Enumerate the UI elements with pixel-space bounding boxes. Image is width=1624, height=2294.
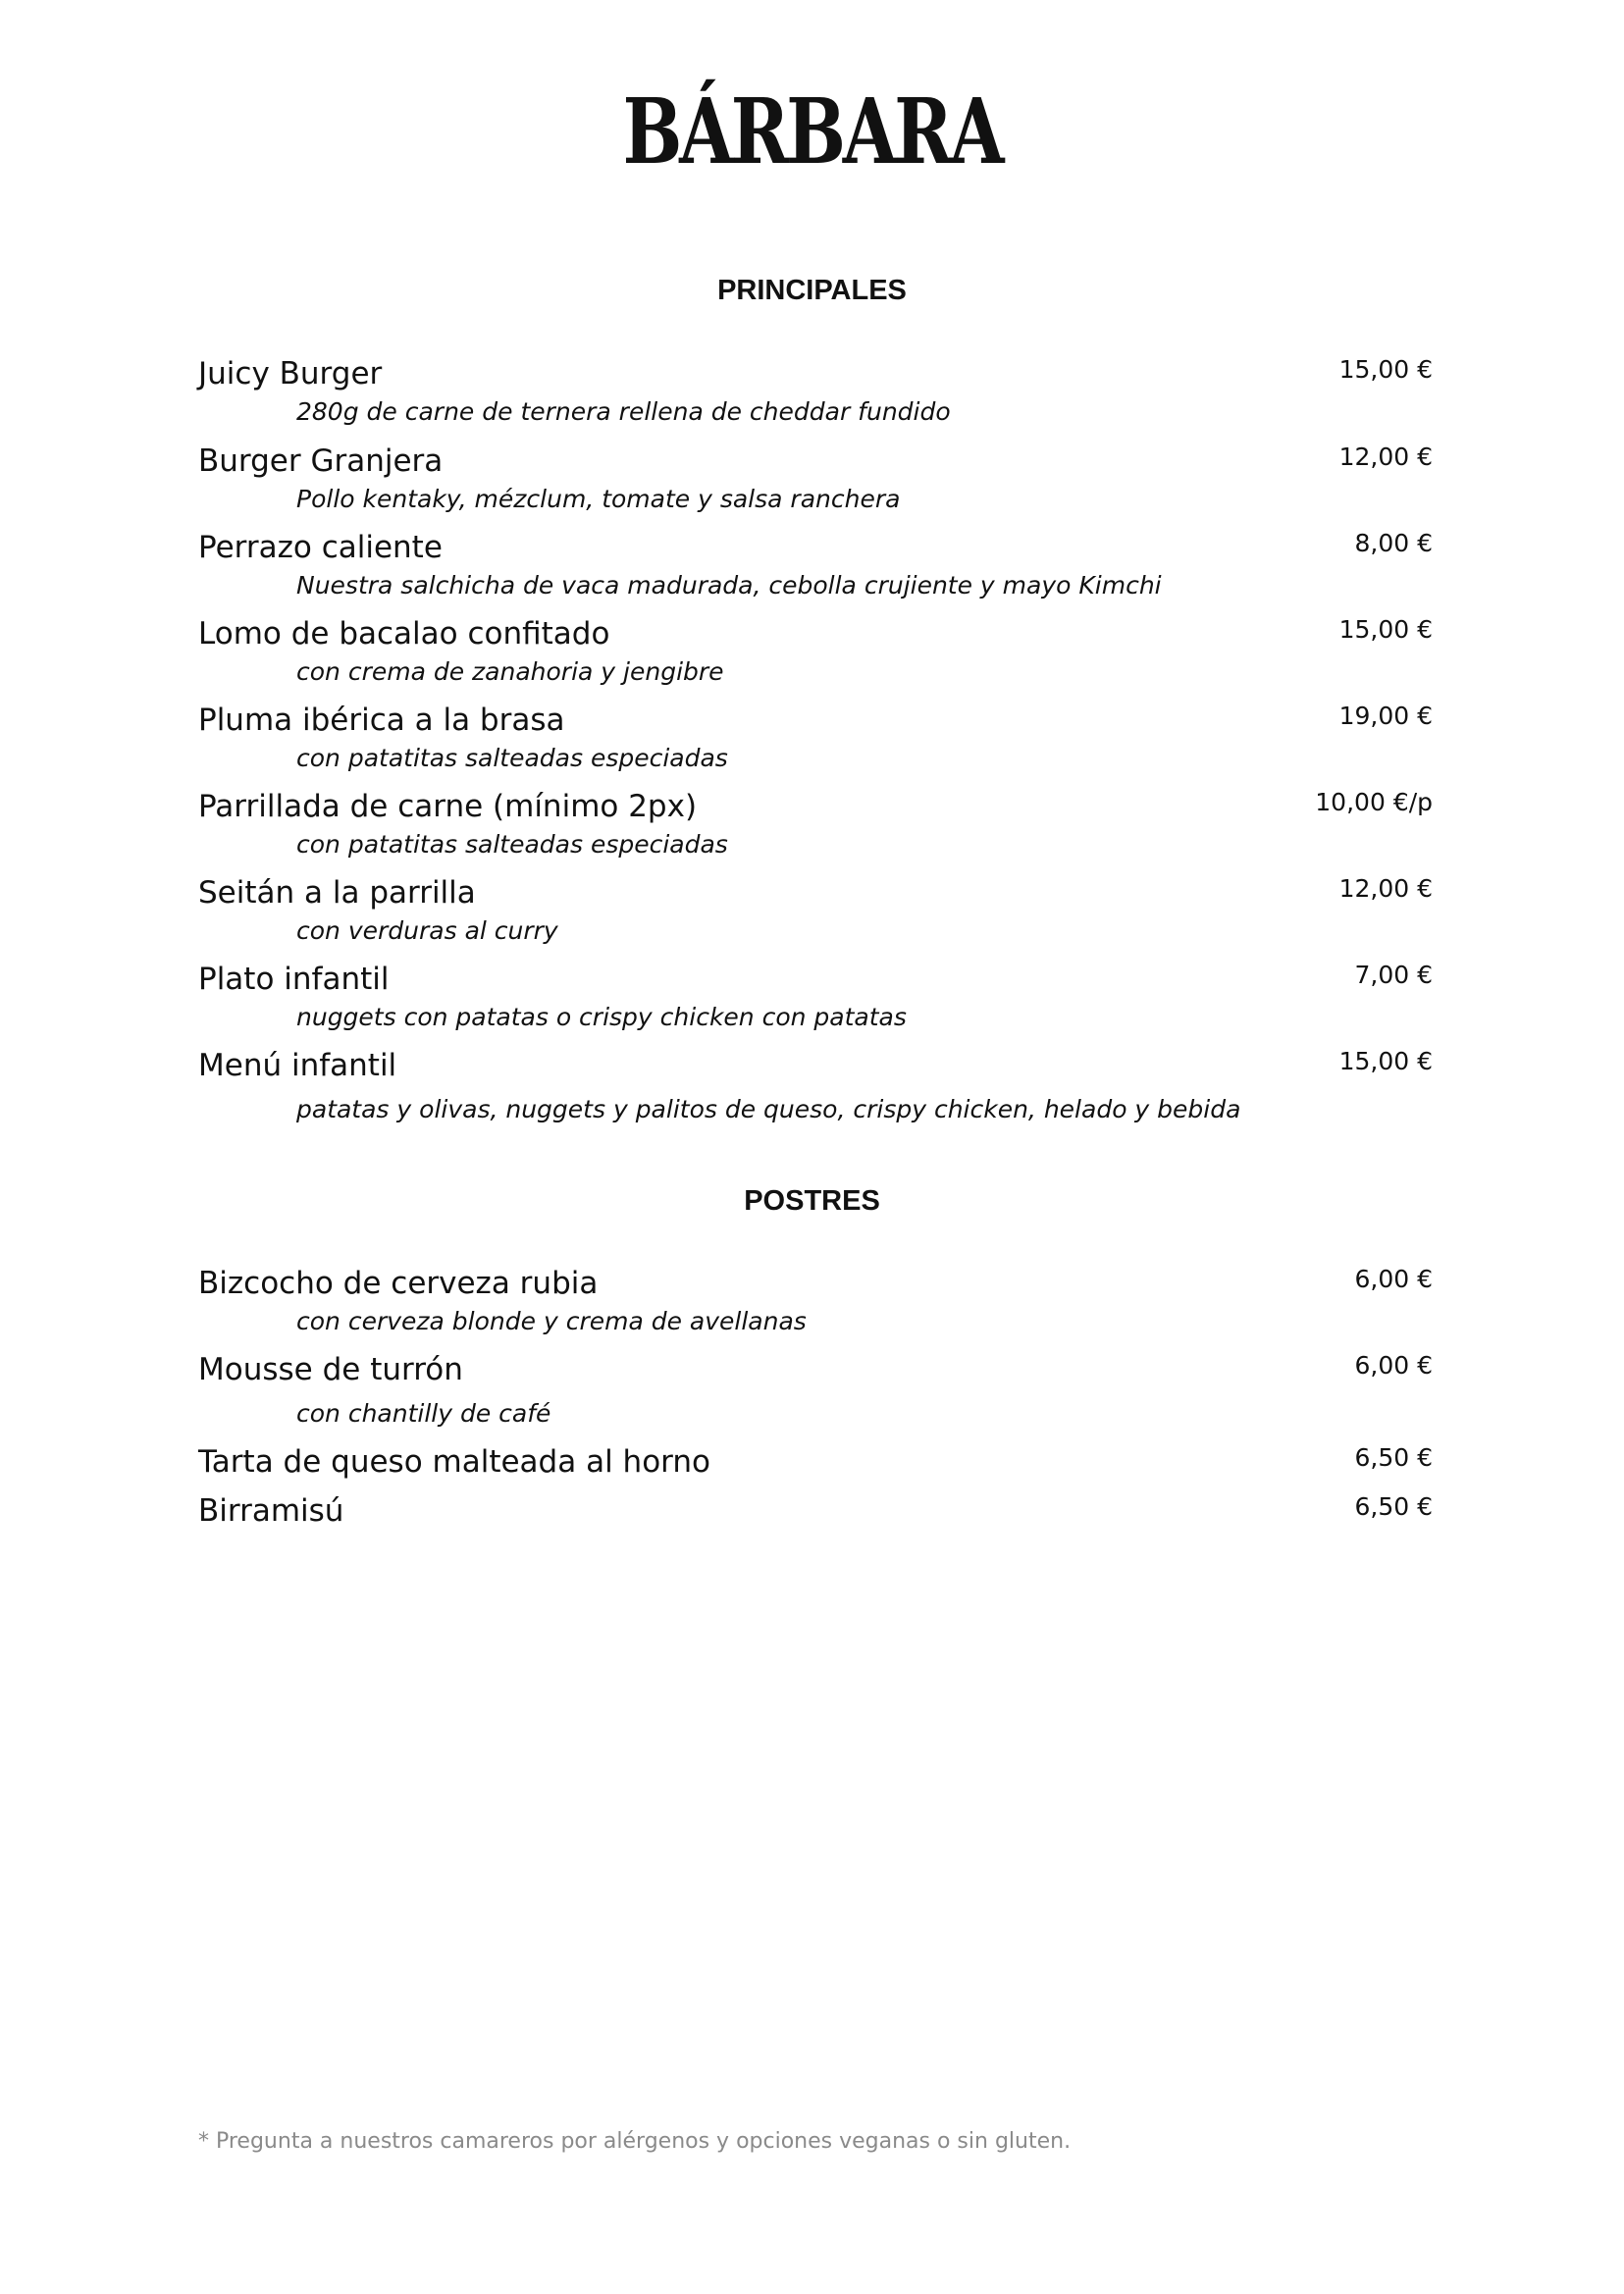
item-name: Juicy Burger: [198, 356, 383, 391]
section-title-principales: PRINCIPALES: [717, 275, 907, 306]
menu-item: [198, 615, 1433, 686]
item-description: Pollo kentaky, mézclum, tomate y salsa ranchera: [296, 485, 901, 513]
menu-item: [198, 443, 1433, 513]
item-name: Menú infantil: [198, 1048, 397, 1083]
item-description: nuggets con patatas o crispy chicken con patatas: [296, 1003, 907, 1031]
item-price: 6,50 €: [1354, 1443, 1433, 1472]
item-description: patatas y olivas, nuggets y palitos de queso, crispy chicken, helado y bebida: [296, 1095, 1241, 1123]
item-name: Tarta de queso malteada al horno: [198, 1444, 710, 1480]
item-price: 6,00 €: [1354, 1265, 1433, 1293]
menu-item: [198, 355, 1433, 426]
item-price: 15,00 €: [1338, 615, 1433, 644]
item-description: con patatitas salteadas especiadas: [296, 830, 728, 859]
menu-item: [198, 1444, 1433, 1480]
item-description: con chantilly de café: [296, 1399, 551, 1428]
brand-logo: BÁRBARA: [622, 78, 1002, 184]
item-price: 10,00 €/p: [1315, 788, 1433, 816]
item-price: 15,00 €: [1338, 355, 1433, 384]
menu-item: [198, 1265, 1433, 1335]
item-price: 12,00 €: [1338, 874, 1433, 903]
item-name: Birramisú: [198, 1493, 344, 1529]
item-price: 7,00 €: [1354, 961, 1433, 989]
menu-item: [198, 702, 1433, 772]
item-description: con cerveza blonde y crema de avellanas: [296, 1307, 807, 1335]
item-description: con patatitas salteadas especiadas: [296, 744, 728, 772]
item-price: 12,00 €: [1338, 443, 1433, 471]
item-price: 19,00 €: [1338, 702, 1433, 730]
menu-item: [198, 1047, 1433, 1123]
item-description: Nuestra salchicha de vaca madurada, cebolla crujiente y mayo Kimchi: [296, 571, 1162, 600]
menu-item: [198, 1351, 1433, 1428]
menu-item: [198, 529, 1433, 600]
item-name: Perrazo caliente: [198, 530, 443, 565]
item-description: con crema de zanahoria y jengibre: [296, 657, 724, 686]
item-price: 6,50 €: [1354, 1492, 1433, 1521]
item-name: Parrillada de carne (mínimo 2px): [198, 789, 698, 824]
section-title-postres: POSTRES: [744, 1185, 880, 1217]
item-name: Seitán a la parrilla: [198, 875, 476, 911]
item-name: Pluma ibérica a la brasa: [198, 703, 565, 738]
menu-item: [198, 788, 1433, 859]
item-name: Mousse de turrón: [198, 1352, 463, 1387]
item-name: Bizcocho de cerveza rubia: [198, 1266, 599, 1301]
item-description: con verduras al curry: [296, 916, 558, 945]
menu-item: [198, 961, 1433, 1031]
menu-item: [198, 874, 1433, 945]
item-description: 280g de carne de ternera rellena de cheddar fundido: [296, 397, 951, 426]
item-price: 8,00 €: [1354, 529, 1433, 557]
item-name: Plato infantil: [198, 962, 390, 997]
menu-item: [198, 1493, 1433, 1529]
item-name: Burger Granjera: [198, 443, 444, 479]
item-name: Lomo de bacalao confitado: [198, 616, 610, 652]
item-price: 15,00 €: [1338, 1047, 1433, 1075]
item-price: 6,00 €: [1354, 1351, 1433, 1380]
allergen-footnote: * Pregunta a nuestros camareros por alérgenos y opciones veganas o sin gluten.: [198, 2129, 1072, 2154]
